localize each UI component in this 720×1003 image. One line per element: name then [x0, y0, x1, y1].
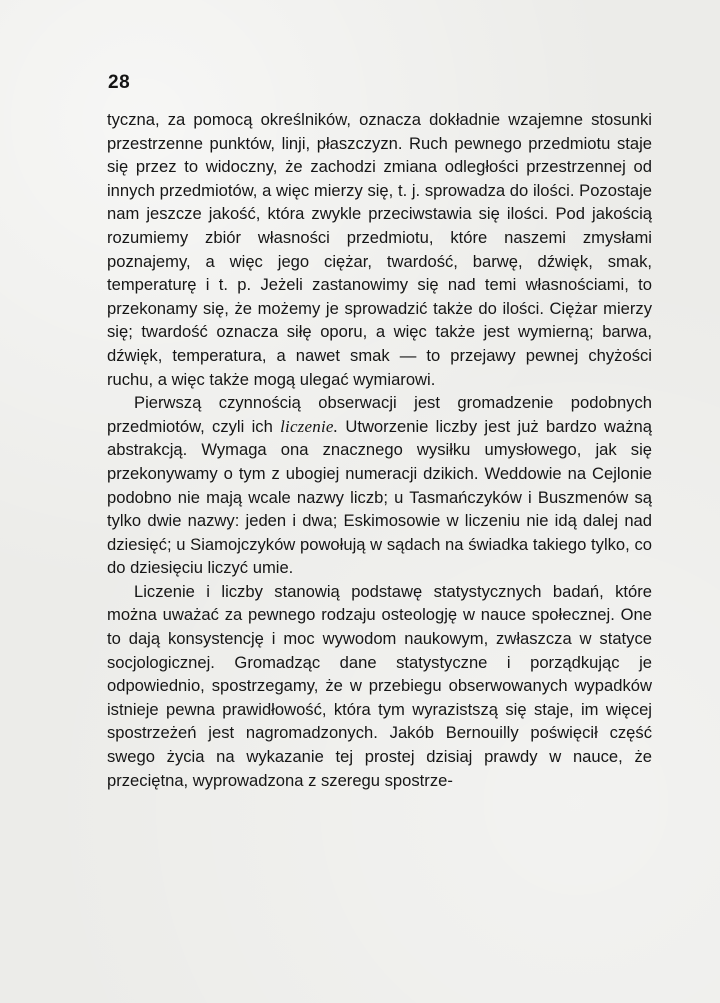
paragraph-2 — [107, 391, 652, 580]
emphasized-word: liczenie. — [280, 416, 339, 436]
paragraph-1: tyczna, za pomocą określników, oznacza dokładnie wzajemne stosunki przestrzenne punktów, linji, płaszczyzn. Ruch pewnego przedmiotu staje się przez to widoczny, że zachodzi zmiana odległości przestrzennej od innych przedmiotów, a więc mierzy się, t. j. sprowadza do ilości. Pozostaje nam jeszcze jakość, która zwykle przeciwstawia się ilości. Pod jakością rozumiemy zbiór własności przedmiotu, które naszemi zmysłami poznajemy, a więc jego ciężar, twardość, barwę, dźwięk, smak, temperaturę i t. p. Jeżeli zastanowimy się nad temi własnościami, to przekonamy się, że możemy je sprowadzić także do ilości. Ciężar mierzy się; twardość oznacza siłę oporu, a więc także jest wymierną; barwa, dźwięk, temperatura, a nawet smak — to przejawy pewnej chyżości ruchu, a więc także mogą ulegać wymiarowi. — [107, 110, 652, 389]
body-text — [107, 108, 652, 792]
page-number: 28 — [108, 72, 131, 93]
paragraph-3: Liczenie i liczby stanowią podstawę statystycznych badań, które można uważać za pewnego rodzaju osteologję w nauce społecznej. One to dają konsystencję i moc wywodom naukowym, zwłaszcza w statyce socjologicznej. Gromadząc dane statystyczne i porządkując je odpowiednio, spostrzegamy, że w przebiegu obserwowanych wypadków istnieje pewna prawidłowość, która tym wyrazistszą się staje, im więcej spostrzeżeń jest nagromadzonych. Jakób Bernouilly poświęcił część swego życia na wykazanie tej prostej dzisiaj prawdy w nauce, że przeciętna, wyprowadzona z szeregu spostrze- — [107, 581, 652, 790]
paragraph-2-start: Pierwszą czynnością obserwacji jest gromadzenie podobnych przedmiotów, czyli ich — [107, 393, 652, 436]
paragraph-2-end: Utworzenie liczby jest już bardzo ważną abstrakcją. Wymaga ona znacznego wysiłku umysłowego, jak się przekonywamy o tym z ubogiej numeracji dzikich. Weddowie na Cejlonie podobno nie mają wcale nazwy liczb; u Tasmańczyków i Buszmenów są tylko dwie nazwy: jeden i dwa; Eskimosowie w liczeniu nie idą dalej nad dziesięć; u Siamojczyków powołują w sądach na świadka takiego tylko, co do dziesięciu liczyć umie. — [107, 416, 652, 578]
